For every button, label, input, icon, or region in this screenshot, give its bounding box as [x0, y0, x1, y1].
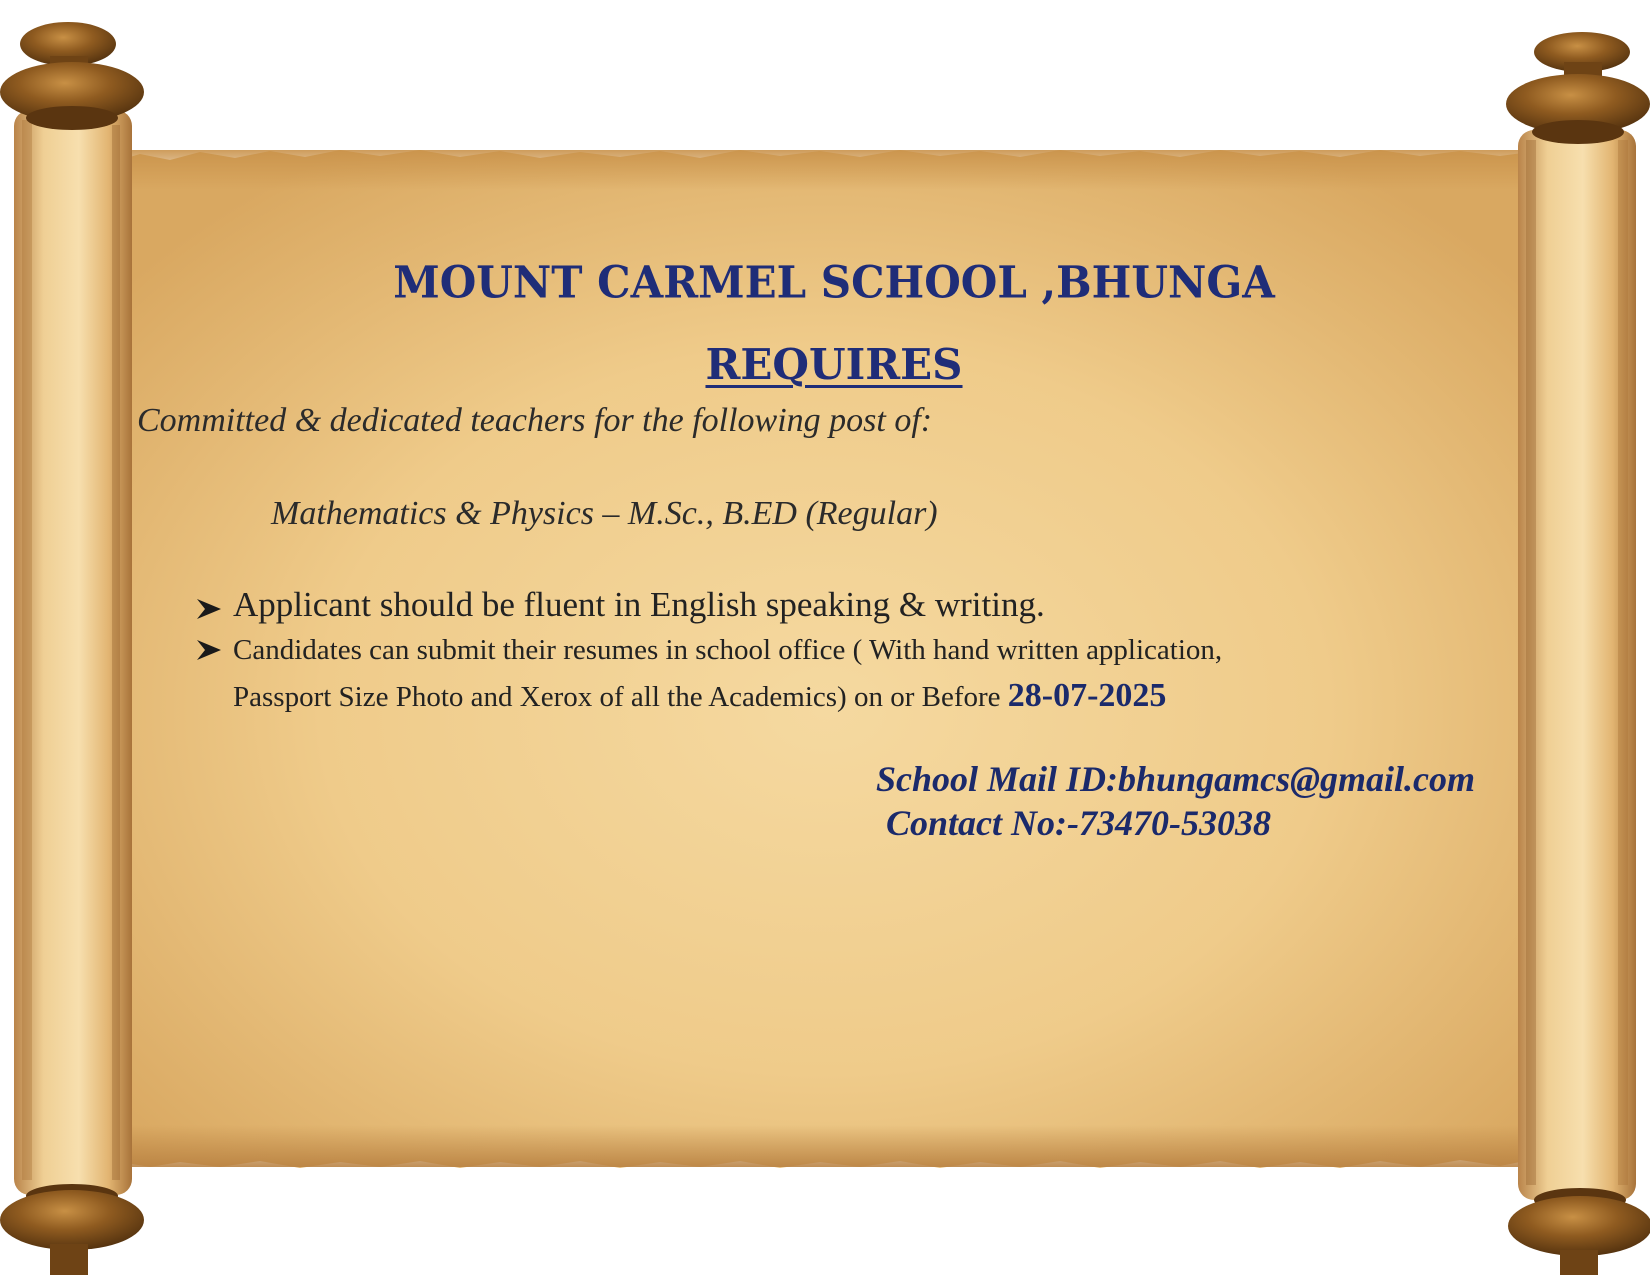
bottom-left-knob — [0, 1184, 144, 1275]
intro-line: Committed & dedicated teachers for the following post of: — [137, 402, 933, 439]
bullet-text: Applicant should be fluent in English speaking & writing. — [233, 585, 1045, 624]
bullet-continuation — [233, 677, 1166, 715]
top-right-knob — [1506, 32, 1650, 144]
requires-heading — [0, 340, 1650, 389]
bottom-right-knob — [1508, 1188, 1650, 1275]
contact-number: Contact No:-73470-53038 — [886, 803, 1271, 843]
bullet-text: Candidates can submit their resumes in school office ( With hand written application, — [233, 634, 1223, 666]
bullet-continuation-text: Passport Size Photo and Xerox of all the Academics) on or Before — [233, 681, 1008, 713]
arrow-bullet-icon — [195, 595, 223, 623]
arrow-bullet-icon — [195, 636, 223, 664]
requires-heading-text: REQUIRES — [705, 340, 963, 389]
deadline-date: 28-07-2025 — [1007, 677, 1167, 714]
school-mail-id: School Mail ID:bhungamcs@gmail.com — [876, 759, 1476, 799]
school-name-heading: MOUNT CARMEL SCHOOL ,BHUNGA — [393, 256, 1275, 309]
post-line: Mathematics & Physics – M.Sc., B.ED (Regular) — [271, 495, 938, 532]
